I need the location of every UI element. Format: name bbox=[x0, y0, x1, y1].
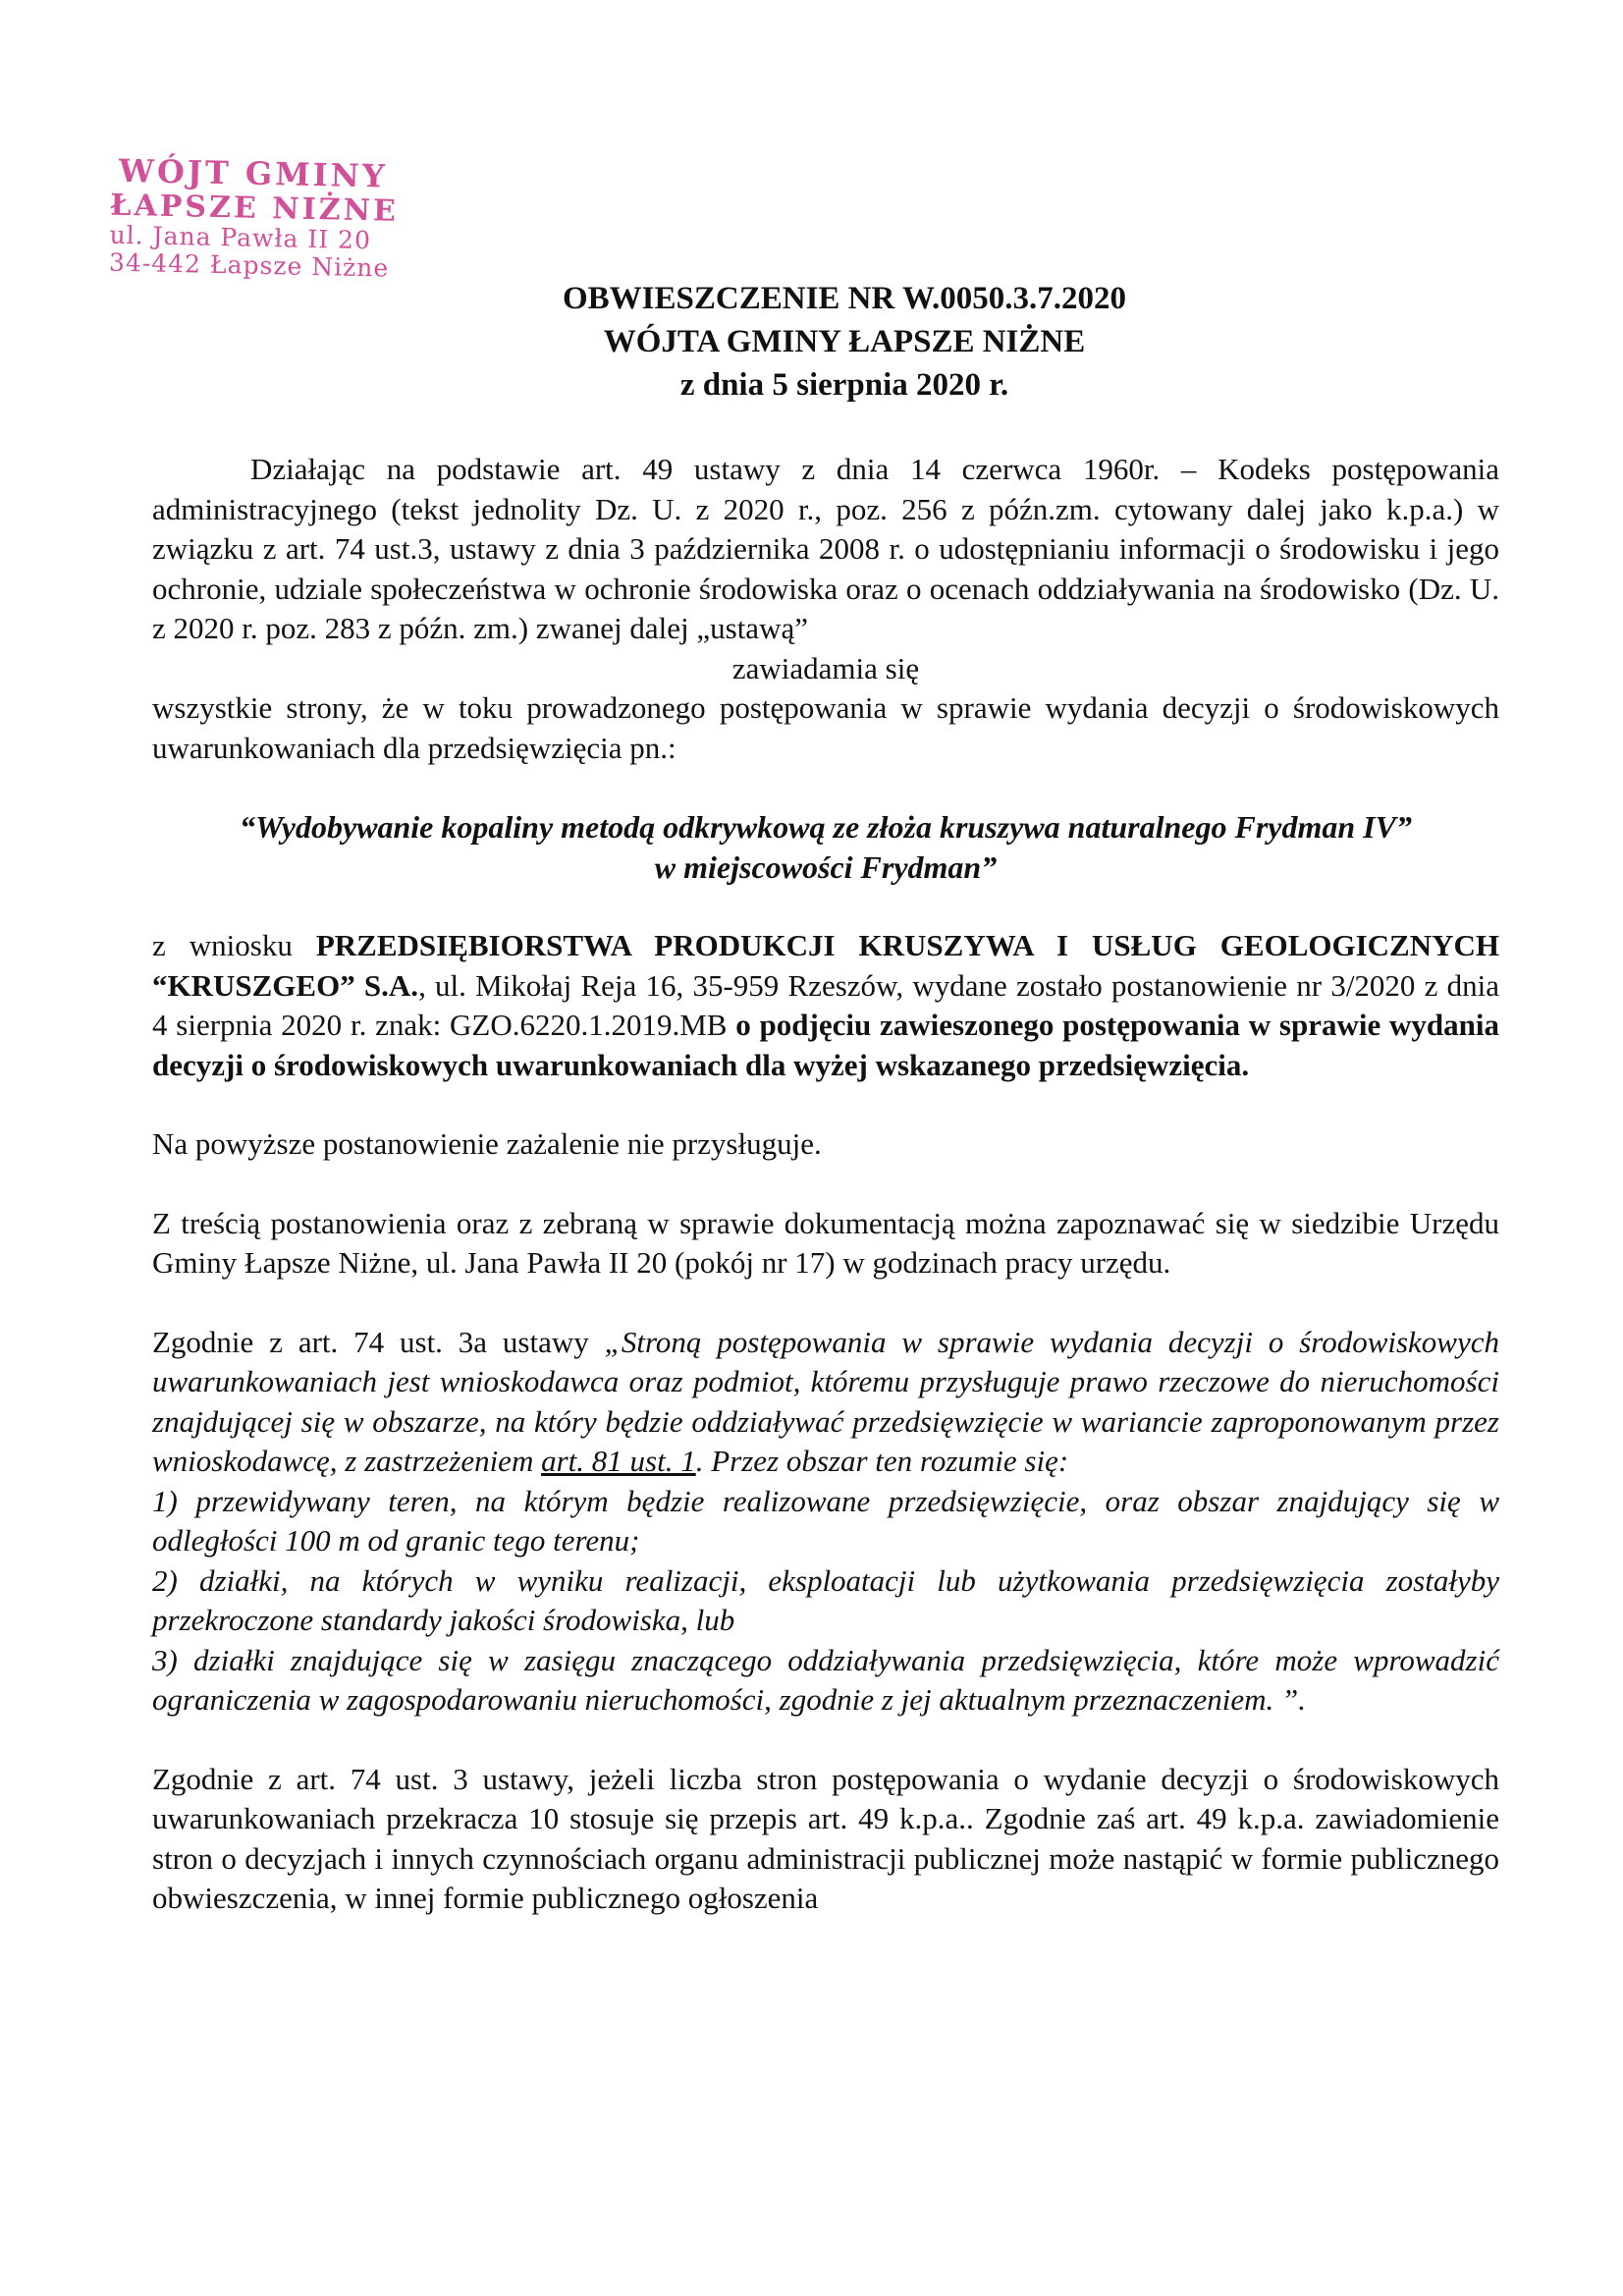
art74-3-paragraph: Zgodnie z art. 74 ust. 3 ustawy, jeżeli liczba stron postępowania o wydanie decyzji o środowiskowych uwarunkowaniach przekracza 10 stosuje się przepis art. 49 k.p.a.. Zgodnie zaś art. 49 k.p.a. zawiadomienie stron o decyzjach i innych czynnościach organu administracji publicznej może nastąpić w formie publicznego obwieszczenia, w innej formie publicznego ogłoszenia bbox=[152, 1761, 1499, 1915]
request-paragraph bbox=[152, 926, 1499, 1085]
art74-3a-quote-text: „Stroną postępowania w sprawie wydania decyzji o środowiskowych uwarunkowaniach jest wnioskodawca oraz podmiot, któremu przysługuje prawo rzeczowe do nieruchomości znajdującej się w obszarze, na który będzie oddziaływać przedsięwzięcie w wariancie zaproponowanym przez wnioskodawcę, z zastrzeżeniem bbox=[152, 1324, 1499, 1478]
document-authority: WÓJTA GMINY ŁAPSZE NIŻNE bbox=[603, 324, 1086, 359]
area-item-3: 3) działki znajdujące się w zasięgu znaczącego oddziaływania przedsięwzięcia, które może wprowadzić ograniczenia w zagospodarowaniu nieruchomości, zgodnie z jej aktualnym przeznaczeniem. ”. bbox=[152, 1642, 1499, 1717]
project-line-1: “Wydobywanie kopaliny metodą odkrywkową ze złoża kruszywa naturalnego Frydman IV” bbox=[240, 809, 1412, 845]
document-header bbox=[393, 277, 1296, 407]
access-paragraph: Z treścią postanowienia oraz z zebraną w sprawie dokumentacją można zapoznawać się w siedzibie Urzędu Gminy Łapsze Niżne, ul. Jana Pawła II 20 (pokój nr 17) w godzinach pracy urzędu. bbox=[152, 1205, 1499, 1280]
art74-3a-quote bbox=[152, 1323, 1499, 1482]
stamp-line-title: WÓJT GMINY bbox=[118, 151, 389, 195]
art81-reference-link: art. 81 ust. 1 bbox=[541, 1444, 696, 1478]
document-title: OBWIESZCZENIE NR W.0050.3.7.2020 bbox=[563, 281, 1126, 316]
area-item-1: 1) przewidywany teren, na którym będzie realizowane przedsięwzięcie, oraz obszar znajdujący się w odległości 100 m od granic tego terenu; bbox=[152, 1483, 1499, 1558]
applicant-company: PRZEDSIĘBIORSTWA PRODUKCJI KRUSZYWA I USŁUG GEOLOGICZNYCH “KRUSZGEO” S.A. bbox=[152, 928, 1500, 1003]
project-line-2: w miejscowości Frydman” bbox=[654, 848, 998, 885]
parties-paragraph: wszystkie strony, że w toku prowadzonego postępowania w sprawie wydania decyzji o środowiskowych uwarunkowaniach dla przedsięwzięcia pn.: bbox=[152, 690, 1499, 765]
document-body bbox=[152, 450, 1499, 1919]
stamp-line-street: ul. Jana Pawła II 20 bbox=[109, 221, 372, 255]
decision-text: o podjęciu zawieszonego postępowania w sprawie wydania decyzji o środowiskowych uwarunkowaniach dla wyżej wskazanego przedsięwzięcia. bbox=[152, 1008, 1499, 1082]
stamp-line-postcode: 34-442 Łapsze Niżne bbox=[108, 248, 390, 284]
project-name bbox=[152, 807, 1499, 887]
no-appeal-paragraph: Na powyższe postanowienie zażalenie nie przysługuje. bbox=[152, 1126, 822, 1161]
art74-3a-section bbox=[152, 1323, 1499, 1721]
art74-3a-tail: . Przez obszar ten rozumie się: bbox=[695, 1444, 1069, 1478]
intro-paragraph: Działając na podstawie art. 49 ustawy z dnia 14 czerwca 1960r. – Kodeks postępowania administracyjnego (tekst jednolity Dz. U. z 2020 r., poz. 256 z późn.zm. cytowany dalej jako k.p.a.) w związku z art. 74 ust.3, ustawy z dnia 3 października 2008 r. o udostępnianiu informacji o środowisku i jego ochronie, udziale społeczeństwa w ochronie środowiska oraz o ocenach oddziaływania na środowisko (Dz. U. z 2020 r. poz. 283 z późn. zm.) zwanej dalej „ustawą” bbox=[152, 452, 1499, 645]
request-prefix: z wniosku bbox=[152, 928, 293, 962]
stamp-line-municipality: ŁAPSZE NIŻNE bbox=[109, 188, 400, 229]
area-item-2: 2) działki, na których w wyniku realizacji, eksploatacji lub użytkowania przedsięwzięcia zostałyby przekroczone standardy jakości środowiska, lub bbox=[152, 1562, 1499, 1637]
official-stamp bbox=[108, 151, 426, 284]
request-details: , ul. Mikołaj Reja 16, 35-959 Rzeszów, wydane zostało postanowienie nr 3/2020 z dnia 4 sierpnia 2020 r. znak: GZO.6220.1.2019.MB bbox=[152, 967, 1499, 1042]
notify-line: zawiadamia się bbox=[731, 650, 920, 685]
art74-3a-lead: Zgodnie z art. 74 ust. 3a ustawy bbox=[152, 1324, 589, 1359]
document-date: z dnia 5 sierpnia 2020 r. bbox=[679, 367, 1009, 403]
